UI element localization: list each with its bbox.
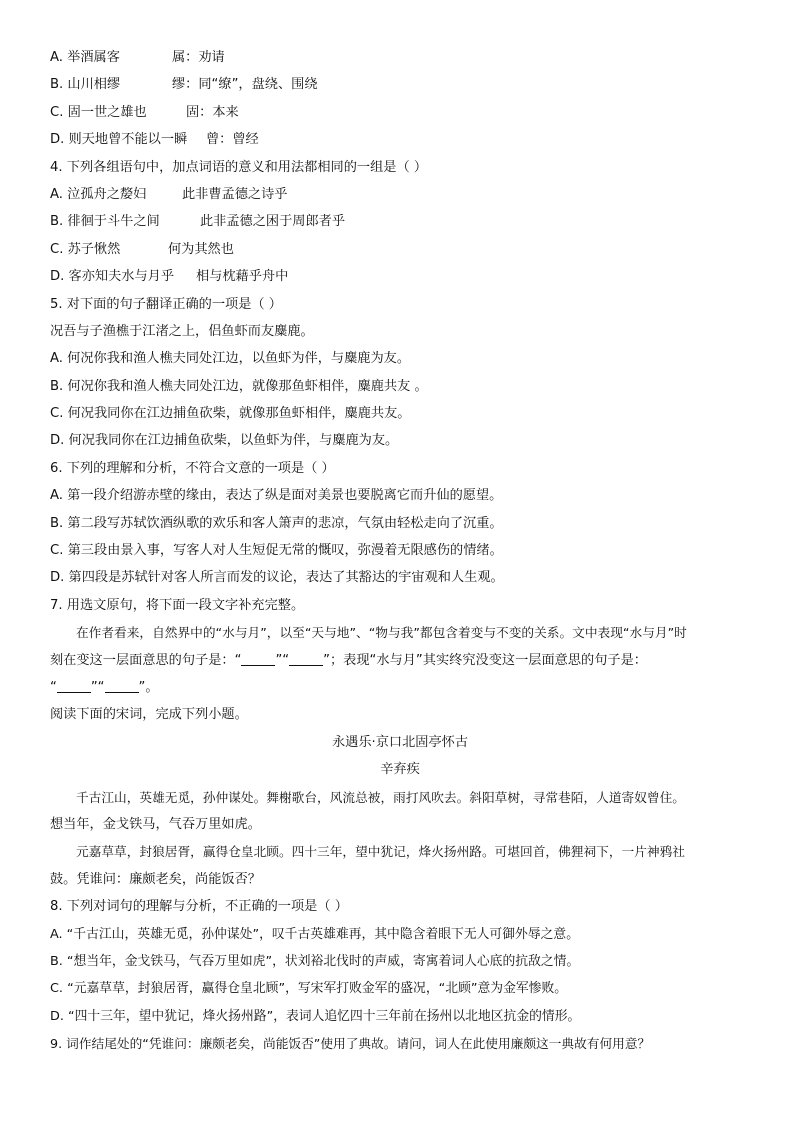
q7-stem: 7. 用选文原句，将下面一段文字补充完整。 bbox=[50, 597, 305, 613]
q3-option-d bbox=[50, 126, 750, 153]
poem-stanza2-line2: 鼓。凭谁问：廉颇老矣，尚能饭否？ bbox=[50, 871, 261, 887]
q5-option-d: D. 何况我同你在江边捕鱼砍柴，以鱼虾为伴，与麋鹿为友。 bbox=[50, 433, 399, 449]
q3-option-a bbox=[50, 44, 750, 71]
q4-option-d bbox=[50, 263, 750, 290]
q4-option-b bbox=[50, 208, 750, 235]
q4-option-b-right: 此非孟德之困于周郎者乎 bbox=[200, 214, 346, 230]
q3-option-b bbox=[50, 71, 750, 98]
poem-stanza1-line1: 千古江山，英雄无觅，孙仲谋处。舞榭歌台，风流总被，雨打风吹去。斜阳草树，寻常巷陌，人道寄奴曾住。 bbox=[76, 789, 685, 805]
q8-option-a: A. “千古江山，英雄无觅，孙仲谋处”，叹千古英雄难再，其中隐含着眼下无人可御外辱之意。 bbox=[50, 926, 580, 942]
answer-blank[interactable] bbox=[105, 678, 139, 693]
q3-option-a-note: 属：劝请 bbox=[172, 50, 225, 65]
q4-option-c-right: 何为其然也 bbox=[168, 241, 234, 257]
q3-option-b-note: 缪：同“缭”，盘绕、围绕 bbox=[172, 77, 318, 93]
q6-option-c: C. 第三段由景入事，写客人对人生短促无常的慨叹，弥漫着无限感伤的情绪。 bbox=[50, 543, 503, 559]
q8-option-b: B. “想当年，金戈铁马，气吞万里如虎”，状刘裕北伐时的声威，寄寓着词人心底的抗敌之情。 bbox=[50, 953, 580, 969]
q7-text-segment: ”；表现“水与月”其实终究没变这一层面意思的句子是： bbox=[323, 652, 647, 668]
q3-option-c-label: C. 固一世之雄也 bbox=[50, 104, 147, 120]
q4-option-d-left: D. 客亦知夫水与月乎 bbox=[50, 269, 175, 285]
q7-text-segment: ”“ bbox=[90, 679, 105, 695]
q3-option-d-label: D. 则天地曾不能以一瞬 bbox=[50, 132, 188, 148]
q3-option-c bbox=[50, 99, 750, 126]
q3-option-b-label: B. 山川相缪 bbox=[50, 77, 121, 93]
answer-blank[interactable] bbox=[241, 651, 275, 666]
q4-option-a-right: 此非曹孟德之诗乎 bbox=[182, 186, 288, 202]
poem-title: 永遇乐·京口北固亭怀古 bbox=[331, 734, 469, 750]
poem-stanza1-line2: 想当年，金戈铁马，气吞万里如虎。 bbox=[50, 816, 261, 832]
q6-stem: 6. 下列的理解和分析，不符合文意的一项是（ ） bbox=[50, 460, 335, 476]
poem-author: 辛弃疾 bbox=[380, 762, 420, 778]
q6-option-d: D. 第四段是苏轼针对客人所言而发的议论，表达了其豁达的宇宙观和人生观。 bbox=[50, 570, 504, 586]
q5-option-b: B. 何况你我和渔人樵夫同处江边，就像那鱼虾相伴，麋鹿共友 。 bbox=[50, 378, 428, 394]
q4-option-c bbox=[50, 236, 750, 263]
q3-option-c-note: 固：本来 bbox=[186, 104, 239, 120]
q4-option-d-right: 相与枕藉乎舟中 bbox=[196, 269, 289, 285]
q8-option-d: D. “四十三年，望中犹记，烽火扬州路”，表词人追忆四十三年前在扬州以北地区抗金的情形。 bbox=[50, 1008, 581, 1024]
q7-text-segment: 刻在变这一层面意思的句子是：“ bbox=[50, 652, 242, 668]
q7-paragraph-line2 bbox=[50, 647, 750, 674]
q9-stem: 9. 词作结尾处的“凭谁问：廉颇老矣，尚能饭否”使用了典故。请问，词人在此使用廉颇这一典故有何用意？ bbox=[50, 1036, 651, 1052]
poem-stanza2-line1: 元嘉草草，封狼居胥，赢得仓皇北顾。四十三年，望中犹记，烽火扬州路。可堪回首，佛狸祠下，一片神鸦社 bbox=[76, 844, 685, 860]
q5-option-c: C. 何况我同你在江边捕鱼砍柴，就像那鱼虾相伴，麋鹿共友。 bbox=[50, 406, 411, 422]
q7-paragraph-line1: 在作者看来，自然界中的“水与月”，以至“天与地”、“物与我”都包含着变与不变的关系。文中表现“水与月”时 bbox=[76, 625, 687, 641]
q4-stem: 4. 下列各组语句中，加点词语的意义和用法都相同的一组是（ ） bbox=[50, 159, 428, 175]
q7-text-segment: “ bbox=[50, 679, 57, 695]
q7-paragraph-line3 bbox=[50, 674, 750, 701]
answer-blank[interactable] bbox=[289, 651, 323, 666]
answer-blank[interactable] bbox=[57, 678, 91, 693]
q8-option-c: C. “元嘉草草，封狼居胥，赢得仓皇北顾”，写宋军打败金军的盛况，“北顾”意为金军惨败。 bbox=[50, 981, 568, 997]
q7-text-segment: ”“ bbox=[275, 652, 290, 668]
q6-option-a: A. 第一段介绍游赤壁的缘由，表达了纵是面对美景也要脱离它而升仙的愿望。 bbox=[50, 488, 503, 504]
document-page bbox=[50, 44, 750, 1057]
q3-option-d-note: 曾：曾经 bbox=[206, 132, 259, 148]
q3-option-a-label: A. 举酒属客 bbox=[50, 50, 120, 65]
poem-intro: 阅读下面的宋词，完成下列小题。 bbox=[50, 707, 248, 723]
q8-stem: 8. 下列对词句的理解与分析，不正确的一项是（ ） bbox=[50, 899, 348, 915]
q4-option-a bbox=[50, 181, 750, 208]
q4-option-a-left: A. 泣孤舟之嫠妇 bbox=[50, 186, 147, 202]
q7-text-segment: ”。 bbox=[138, 679, 159, 695]
q5-stem: 5. 对下面的句子翻译正确的一项是（ ） bbox=[50, 296, 282, 312]
q4-option-b-left: B. 徘徊于斗牛之间 bbox=[50, 214, 160, 230]
q6-option-b: B. 第二段写苏轼饮酒纵歌的欢乐和客人箫声的悲凉，气氛由轻松走向了沉重。 bbox=[50, 515, 503, 531]
q5-option-a: A. 何况你我和渔人樵夫同处江边，以鱼虾为伴，与麋鹿为友。 bbox=[50, 351, 411, 367]
q5-sentence: 况吾与子渔樵于江渚之上，侣鱼虾而友麋鹿。 bbox=[50, 323, 314, 339]
q4-option-c-left: C. 苏子愀然 bbox=[50, 241, 121, 257]
